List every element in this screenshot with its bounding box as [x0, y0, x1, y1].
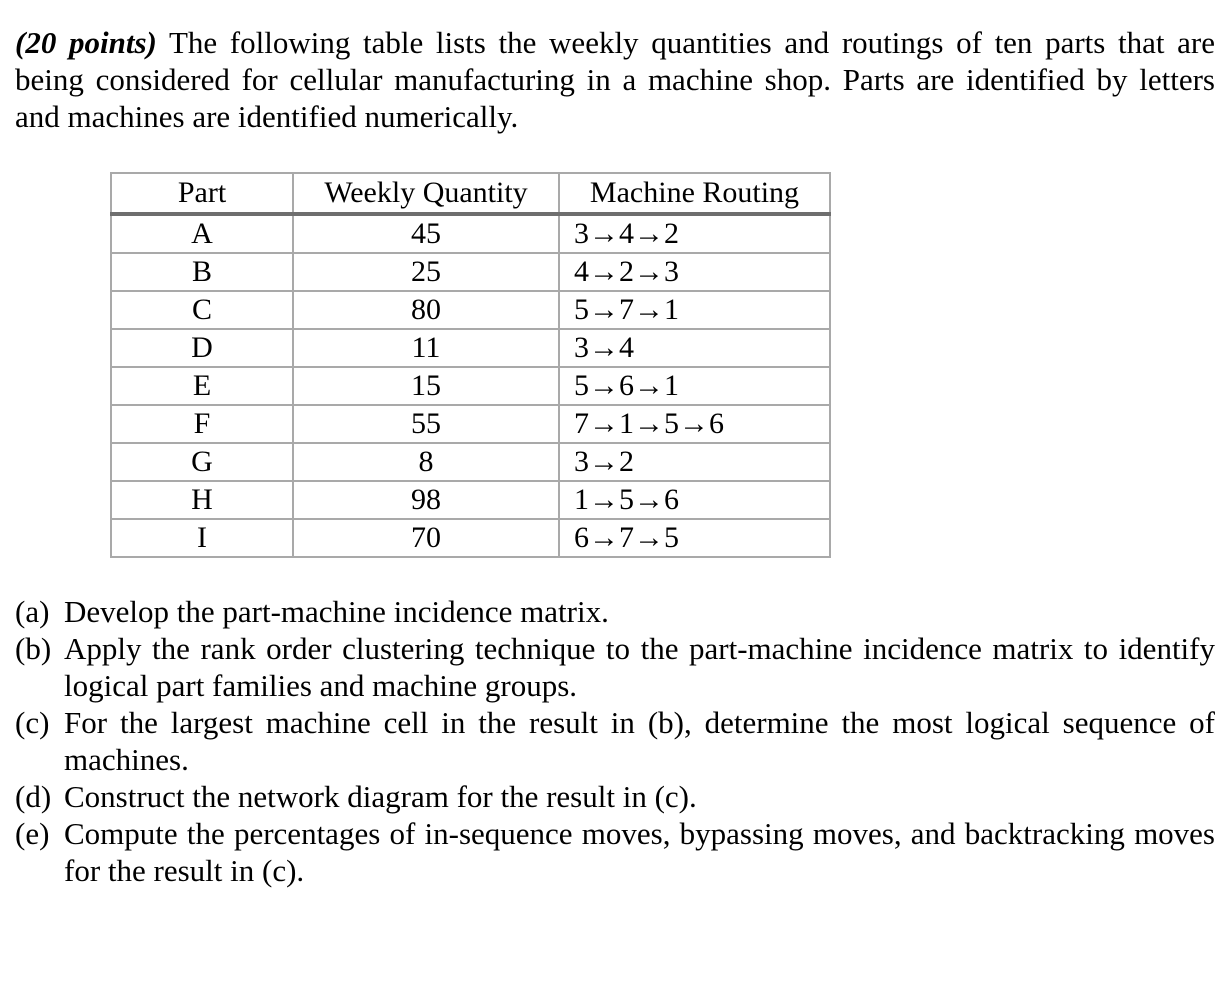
question-item — [15, 593, 1215, 630]
question-list — [15, 593, 1215, 889]
table-row — [111, 214, 830, 253]
cell-part: A — [111, 214, 293, 253]
table-row — [111, 253, 830, 291]
cell-routing: 5→6→1 — [559, 367, 830, 405]
cell-part: I — [111, 519, 293, 557]
cell-quantity: 11 — [293, 329, 559, 367]
intro-text: The following table lists the weekly quantities and routings of ten parts that are being considered for cellular manufacturing in a machine shop. Parts are identified by letters and machines are identified numerically. — [15, 25, 1215, 134]
cell-quantity: 70 — [293, 519, 559, 557]
cell-part: G — [111, 443, 293, 481]
question-marker: (c) — [15, 705, 50, 740]
cell-quantity: 80 — [293, 291, 559, 329]
cell-part: F — [111, 405, 293, 443]
cell-quantity: 15 — [293, 367, 559, 405]
table-row — [111, 291, 830, 329]
question-marker: (d) — [15, 779, 52, 814]
table-row — [111, 519, 830, 557]
table-row — [111, 443, 830, 481]
question-marker: (e) — [15, 816, 50, 851]
question-text: Apply the rank order clustering technique to the part-machine incidence matrix to identify logical part families and machine groups. — [64, 631, 1215, 703]
cell-routing: 4→2→3 — [559, 253, 830, 291]
cell-part: C — [111, 291, 293, 329]
cell-routing: 3→4→2 — [559, 214, 830, 253]
question-item — [15, 704, 1215, 778]
cell-routing: 7→1→5→6 — [559, 405, 830, 443]
cell-part: B — [111, 253, 293, 291]
cell-part: H — [111, 481, 293, 519]
question-item — [15, 815, 1215, 889]
cell-routing: 5→7→1 — [559, 291, 830, 329]
cell-quantity: 55 — [293, 405, 559, 443]
header-part: Part — [111, 173, 293, 214]
cell-routing: 3→4 — [559, 329, 830, 367]
parts-routing-table — [110, 172, 831, 558]
points-label: (20 points) — [15, 25, 157, 60]
cell-part: D — [111, 329, 293, 367]
question-item — [15, 630, 1215, 704]
table-row — [111, 405, 830, 443]
header-weekly-quantity: Weekly Quantity — [293, 173, 559, 214]
cell-quantity: 8 — [293, 443, 559, 481]
table-row — [111, 367, 830, 405]
cell-quantity: 25 — [293, 253, 559, 291]
header-machine-routing: Machine Routing — [559, 173, 830, 214]
cell-routing: 1→5→6 — [559, 481, 830, 519]
cell-quantity: 45 — [293, 214, 559, 253]
table-row — [111, 329, 830, 367]
cell-routing: 3→2 — [559, 443, 830, 481]
question-item — [15, 778, 1215, 815]
cell-quantity: 98 — [293, 481, 559, 519]
table-header-row — [111, 173, 830, 214]
cell-routing: 6→7→5 — [559, 519, 830, 557]
question-marker: (b) — [15, 631, 52, 666]
problem-intro — [15, 24, 1215, 135]
question-text: Compute the percentages of in-sequence moves, bypassing moves, and backtracking moves for the result in (c). — [64, 816, 1215, 888]
table-row — [111, 481, 830, 519]
question-text: For the largest machine cell in the result in (b), determine the most logical sequence of machines. — [64, 705, 1215, 777]
cell-part: E — [111, 367, 293, 405]
question-marker: (a) — [15, 594, 50, 629]
question-text: Develop the part-machine incidence matrix. — [64, 594, 609, 629]
question-text: Construct the network diagram for the result in (c). — [64, 779, 697, 814]
